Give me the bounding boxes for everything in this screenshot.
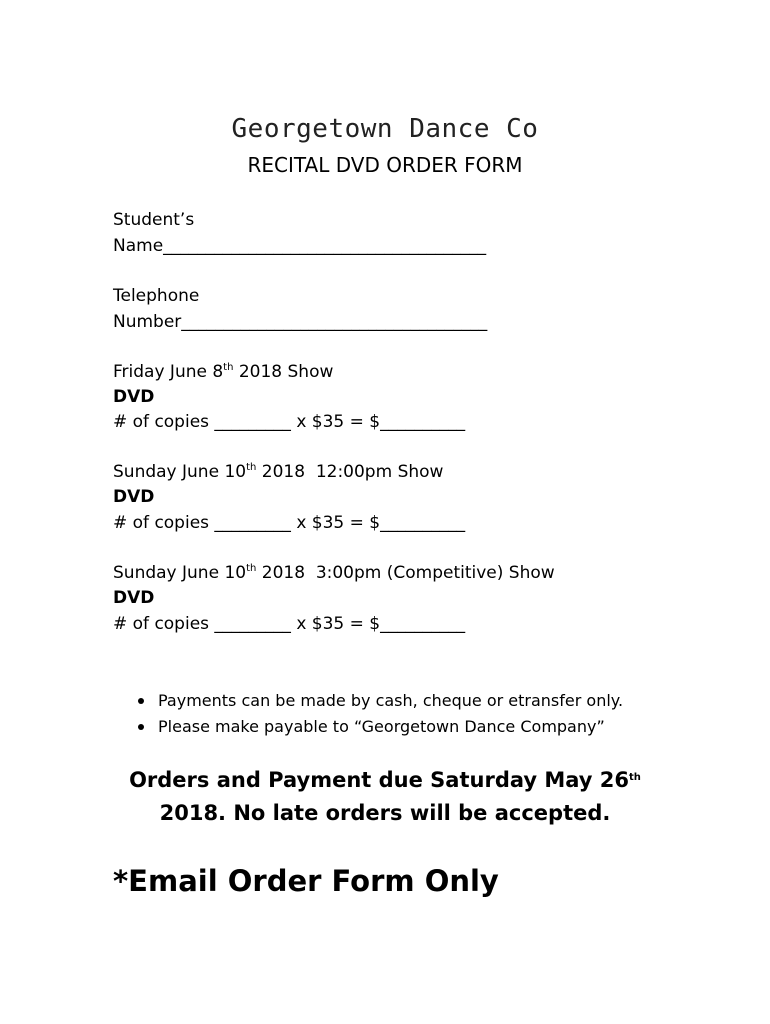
deadline-date: Orders and Payment due Saturday May 26	[129, 768, 630, 792]
show-3-product: DVD	[113, 588, 155, 608]
show-1-time: 2018 Show	[233, 362, 334, 382]
deadline-line-2: 2018. No late orders will be accepted.	[159, 801, 611, 825]
show-1-copies-field[interactable]: # of copies _________ x $35 = $__________	[113, 412, 466, 432]
show-2-title	[113, 461, 443, 483]
show-2-time: 2018 12:00pm Show	[256, 462, 444, 482]
student-name-label: Student’s	[113, 210, 195, 230]
show-3-copies-field[interactable]: # of copies _________ x $35 = $__________	[113, 614, 466, 634]
form-title: RECITAL DVD ORDER FORM	[247, 153, 523, 177]
show-3-time: 2018 3:00pm (Competitive) Show	[256, 563, 555, 583]
show-2-date-suffix: th	[246, 462, 257, 473]
payment-note-payable: Please make payable to “Georgetown Dance Company”	[136, 714, 623, 740]
company-title: Georgetown Dance Co	[231, 114, 539, 144]
show-3-title	[113, 562, 555, 584]
show-1-title	[113, 361, 333, 383]
telephone-field[interactable]: Number____________________________________	[113, 312, 488, 332]
show-3-date-suffix: th	[246, 563, 257, 574]
show-1-product: DVD	[113, 387, 155, 407]
show-2-date: Sunday June 10	[113, 462, 247, 482]
show-1-date-suffix: th	[223, 362, 234, 373]
payment-note-methods: Payments can be made by cash, cheque or etransfer only.	[136, 688, 623, 714]
telephone-label: Telephone	[113, 286, 200, 306]
email-only-note: *Email Order Form Only	[113, 864, 499, 898]
show-2-copies-field[interactable]: # of copies _________ x $35 = $__________	[113, 513, 466, 533]
show-3-date: Sunday June 10	[113, 563, 247, 583]
show-1-date: Friday June 8	[113, 362, 224, 382]
deadline-date-suffix: th	[629, 772, 641, 783]
show-2-product: DVD	[113, 487, 155, 507]
student-name-field[interactable]: Name______________________________________	[113, 236, 487, 256]
deadline-line-1	[0, 764, 770, 797]
payment-notes-list	[136, 688, 623, 740]
deadline-notice	[0, 764, 770, 830]
